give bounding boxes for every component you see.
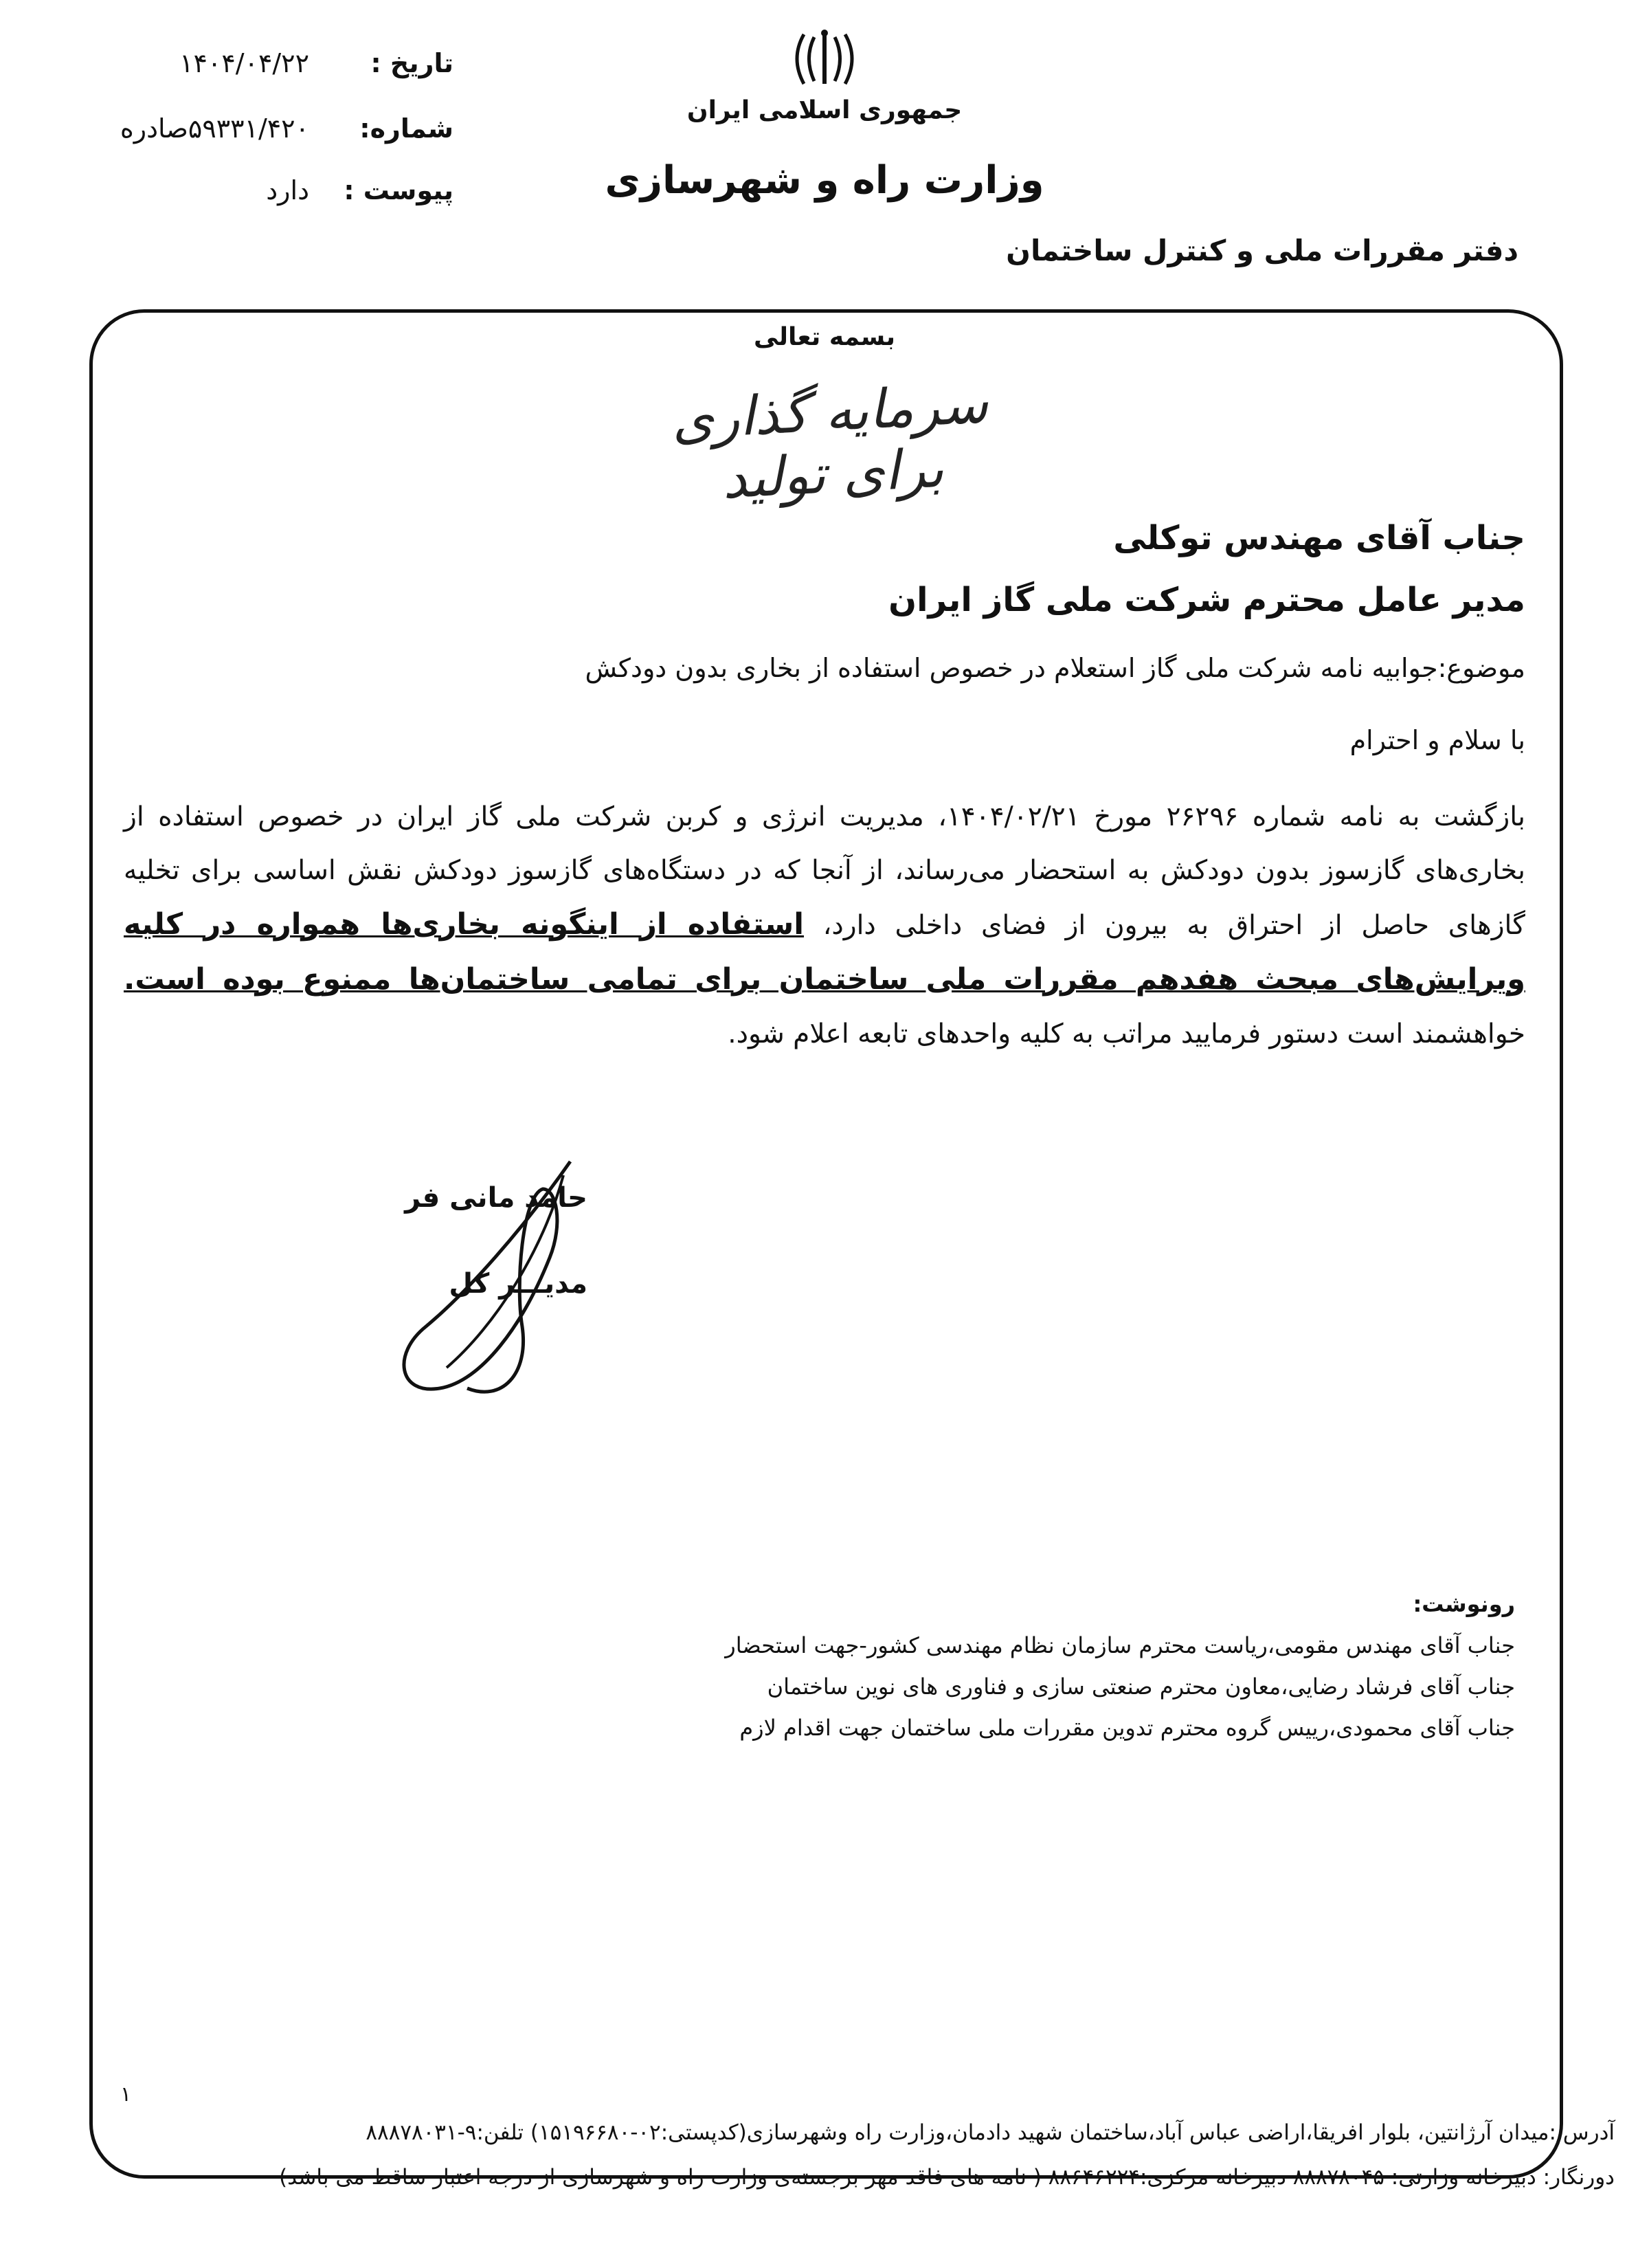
page-number: ۱ (120, 2082, 132, 2106)
footer-fax: دورنگار: دبیرخانه وزارتی: ۸۸۸۷۸۰۴۵ دبیرخانه مرکزی:۸۸۶۴۶۲۲۴ ( نامه های فاقد مهر برجسته‌ی وزارت راه و شهرسازی از درجه اعتبار ساقط می باشد) (279, 2165, 1615, 2190)
number-row (27, 113, 453, 162)
copy-line: جناب آقای محمودی،رییس گروه محترم تدوین مقررات ملی ساختمان جهت اقدام لازم (739, 1715, 1515, 1741)
republic-title: جمهوری اسلامی ایران (686, 96, 963, 124)
slogan-calligraphy: سرمایه گذاری برای تولید (670, 373, 990, 511)
body-part-1: بازگشت به نامه شماره ۲۶۲۹۶ مورخ ۱۴۰۴/۰۲/۲۱، مدیریت انرژی و کربن شرکت ملی گاز ایران در خصوص استفاده از بخاری‌های گازسوز بدون دودکش به استحضار می‌رساند، از آنجا که در دستگاه‌های گازسوز دودکش نقش اساسی برای تخلیه گازهای حاصل از احتراق به بیرون از فضای داخلی دارد، (124, 801, 1525, 941)
recipient-name: جناب آقای مهندس توکلی (1113, 519, 1525, 557)
attachment-label: پیوست : (344, 175, 453, 205)
copy-line: جناب آقای فرشاد رضایی،معاون محترم صنعتی سازی و فناوری های نوین ساختمان (767, 1674, 1515, 1700)
signatory-title: مدیـــر کل (449, 1268, 587, 1300)
subject-line: موضوع:جوابیه نامه شرکت ملی گاز استعلام در خصوص استفاده از بخاری بدون دودکش (585, 653, 1525, 683)
letter-body (124, 790, 1525, 1061)
iran-emblem-icon (787, 27, 862, 89)
attachment-value: دارد (266, 175, 309, 205)
footer-address: آدرس :میدان آرژانتین، بلوار افریقا،اراضی عباس آباد،ساختمان شهید دادمان،وزارت راه وشهرسازی(کدپستی:۰۲-۱۵۱۹۶۶۸۰) تلفن:۹-۸۸۸۷۸۰۳۱ (366, 2120, 1615, 2145)
body-emphasis: استفاده از اینگونه بخاری‌ها همواره در کلیه ویرایش‌های مبحث هفدهم مقررات ملی ساختمان برای تمامی ساختمان‌ها ممنوع بوده است. (124, 907, 1525, 997)
bismillah: بسمه تعالی (754, 323, 895, 351)
signature-scrawl-icon (385, 1148, 591, 1409)
recipient-title: مدیر عامل محترم شرکت ملی گاز ایران (888, 581, 1525, 619)
date-value: ۱۴۰۴/۰۴/۲۲ (179, 48, 309, 78)
signatory-name: حامد مانی فر (405, 1182, 587, 1214)
copies-label: رونوشت: (1413, 1591, 1515, 1617)
number-value: ۵۹۳۳۱/۴۲۰صادره (120, 113, 309, 144)
ministry-title: وزارت راه و شهرسازی (605, 158, 1044, 203)
office-title: دفتر مقررات ملی و کنترل ساختمان (1006, 234, 1518, 267)
date-label: تاریخ : (370, 48, 453, 78)
date-row (27, 48, 453, 96)
greeting: با سلام و احترام (1349, 725, 1525, 755)
number-label: شماره: (359, 113, 453, 144)
attachment-row (27, 175, 453, 223)
body-part-2: خواهشمند است دستور فرمایید مراتب به کلیه واحدهای تابعه اعلام شود. (728, 1019, 1525, 1049)
copy-line: جناب آقای مهندس مقومی،ریاست محترم سازمان نظام مهندسی کشور-جهت استحضار (725, 1632, 1515, 1658)
